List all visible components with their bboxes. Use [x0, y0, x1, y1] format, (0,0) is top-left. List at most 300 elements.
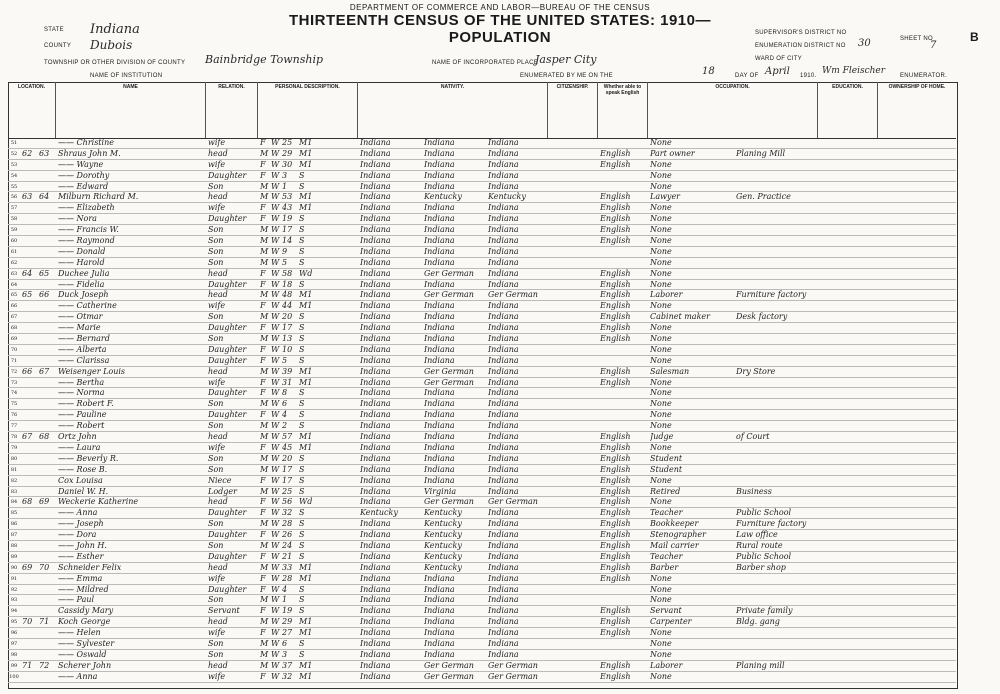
cell-race: W	[271, 421, 280, 431]
cell-dwelling	[22, 388, 38, 398]
cell-lang: English	[600, 312, 631, 322]
cell-age: 3	[282, 170, 288, 180]
cell-marital: S	[299, 181, 305, 191]
cell-mother: Indiana	[488, 638, 519, 648]
cell-race: W	[271, 497, 280, 507]
cell-occ: None	[650, 497, 672, 507]
cell-birth: Indiana	[360, 638, 391, 648]
cell-father: Indiana	[424, 617, 455, 627]
cell-relation: head	[208, 562, 228, 572]
cell-lang	[600, 421, 648, 431]
cell-ind	[736, 672, 818, 682]
cell-birth: Indiana	[360, 617, 391, 627]
cell-race: W	[271, 301, 280, 311]
cell-relation: head	[208, 268, 228, 278]
cell-family	[39, 236, 55, 246]
table-row	[8, 552, 956, 563]
cell-mother: Indiana	[488, 399, 519, 409]
cell-mother: Indiana	[488, 366, 519, 376]
cell-mother: Indiana	[488, 606, 519, 616]
cell-lang: English	[600, 617, 631, 627]
ward-label: WARD OF CITY	[755, 56, 803, 62]
cell-marital: S	[299, 421, 305, 431]
cell-race: W	[271, 562, 280, 572]
cell-line: 98	[10, 651, 18, 658]
cell-ind	[736, 574, 818, 584]
cell-family: 71	[39, 617, 50, 627]
cell-birth: Indiana	[360, 366, 391, 376]
cell-dwelling: 63	[22, 192, 33, 202]
cell-age: 13	[282, 334, 293, 344]
cell-race: W	[271, 410, 280, 420]
cell-marital: S	[299, 170, 305, 180]
cell-dwelling	[22, 214, 38, 224]
cell-name: —— Paul	[58, 595, 95, 605]
cell-sex: M	[260, 432, 269, 442]
cell-race: W	[271, 268, 280, 278]
cell-occ: None	[650, 268, 672, 278]
cell-family	[39, 280, 55, 290]
cell-marital: S	[299, 464, 305, 474]
day-of-label: DAY OF	[735, 73, 759, 79]
cell-lang: English	[600, 660, 631, 670]
cell-dwelling	[22, 650, 38, 660]
table-row	[8, 269, 956, 280]
cell-line: 84	[10, 499, 18, 506]
cell-ind: Gen. Practice	[736, 192, 791, 202]
cell-occ: None	[650, 138, 672, 147]
cell-relation: Daughter	[208, 355, 247, 365]
cell-name: Milburn Richard M.	[58, 192, 139, 202]
cell-family	[39, 541, 55, 551]
cell-age: 39	[282, 366, 293, 376]
cell-name: —— Laura	[58, 442, 101, 452]
cell-sex: F	[260, 268, 266, 278]
cell-race: W	[271, 159, 280, 169]
table-row	[8, 225, 956, 236]
cell-marital: M1	[299, 432, 313, 442]
cell-father: Indiana	[424, 312, 455, 322]
cell-name: —— Clarissa	[58, 355, 110, 365]
cell-age: 19	[282, 214, 293, 224]
cell-line: 59	[10, 227, 18, 234]
cell-mother: Indiana	[488, 508, 519, 518]
cell-marital: M1	[299, 203, 313, 213]
cell-family	[39, 410, 55, 420]
cell-relation: Niece	[208, 475, 232, 485]
cell-relation: head	[208, 497, 228, 507]
cell-lang	[600, 258, 648, 268]
cell-line: 81	[10, 466, 18, 473]
cell-occ: Stenographer	[650, 530, 706, 540]
cell-relation: head	[208, 290, 228, 300]
cell-occ: None	[650, 344, 672, 354]
cell-occ: None	[650, 442, 672, 452]
cell-occ: Laborer	[650, 290, 683, 300]
cell-race: W	[271, 257, 280, 267]
cell-occ: None	[650, 181, 672, 191]
cell-marital: M1	[299, 628, 313, 638]
cell-birth: Indiana	[360, 432, 391, 442]
state-label: STATE	[44, 27, 64, 33]
cell-name: —— Robert	[58, 421, 105, 431]
cell-marital: S	[299, 236, 305, 246]
table-row	[8, 149, 956, 160]
cell-sex: F	[260, 671, 266, 681]
cell-dwelling	[22, 454, 38, 464]
cell-father: Indiana	[424, 410, 455, 420]
cell-father: Indiana	[424, 323, 455, 333]
cell-sex: F	[260, 214, 266, 224]
cell-dwelling: 67	[22, 432, 33, 442]
cell-line: 86	[10, 521, 18, 528]
cell-family	[39, 356, 55, 366]
cell-occ: None	[650, 170, 672, 180]
cell-sex: F	[260, 159, 266, 169]
cell-marital: S	[299, 508, 305, 518]
cell-name: —— Marie	[58, 323, 101, 333]
cell-birth: Indiana	[360, 410, 391, 420]
cell-mother: Indiana	[488, 475, 519, 485]
cell-family	[39, 182, 55, 192]
cell-name: Koch George	[58, 617, 111, 627]
cell-lang: English	[600, 203, 631, 213]
cell-line: 77	[10, 423, 18, 430]
cell-dwelling: 70	[22, 617, 33, 627]
cell-race: W	[271, 453, 280, 463]
cell-occ: None	[650, 323, 672, 333]
cell-ind	[736, 258, 818, 268]
cell-line: 79	[10, 444, 18, 451]
cell-race: W	[271, 442, 280, 452]
cell-sex: F	[260, 279, 266, 289]
cell-lang: English	[600, 148, 631, 158]
cell-mother: Indiana	[488, 486, 519, 496]
cell-age: 25	[282, 138, 293, 147]
cell-birth: Indiana	[360, 355, 391, 365]
cell-lang	[600, 585, 648, 595]
cell-name: —— Norma	[58, 388, 105, 398]
table-row	[8, 574, 956, 585]
cell-birth: Indiana	[360, 323, 391, 333]
cell-birth: Indiana	[360, 344, 391, 354]
cell-dwelling: 64	[22, 268, 33, 278]
sheet-label: SHEET NO	[900, 36, 933, 42]
cell-race: W	[271, 475, 280, 485]
cell-race: W	[271, 530, 280, 540]
cell-sex: M	[260, 595, 269, 605]
cell-dwelling	[22, 541, 38, 551]
cell-marital: M1	[299, 660, 313, 670]
cell-father: Kentucky	[424, 508, 462, 518]
cell-age: 33	[282, 562, 293, 572]
cell-mother: Indiana	[488, 617, 519, 627]
cell-lang	[600, 345, 648, 355]
cell-mother: Indiana	[488, 530, 519, 540]
cell-mother: Indiana	[488, 562, 519, 572]
table-row	[8, 410, 956, 421]
cell-mother: Ger German	[488, 290, 538, 300]
cell-relation: head	[208, 617, 228, 627]
state-value: Indiana	[90, 22, 140, 37]
cell-sex: M	[260, 486, 269, 496]
cell-birth: Indiana	[360, 606, 391, 616]
day-value: 18	[702, 66, 715, 77]
cell-dwelling: 62	[22, 148, 33, 158]
cell-ind	[736, 628, 818, 638]
cell-line: 54	[10, 172, 18, 179]
cell-sex: F	[260, 442, 266, 452]
cell-birth: Indiana	[360, 257, 391, 267]
cell-occ: None	[650, 225, 672, 235]
cell-family	[39, 203, 55, 213]
cell-race: W	[271, 312, 280, 322]
cell-marital: M1	[299, 138, 313, 147]
cell-family	[39, 301, 55, 311]
cell-relation: Daughter	[208, 410, 247, 420]
cell-age: 32	[282, 508, 293, 518]
cell-relation: head	[208, 366, 228, 376]
cell-lang: English	[600, 464, 631, 474]
cell-line: 70	[10, 346, 18, 353]
cell-mother: Indiana	[488, 181, 519, 191]
cell-ind	[736, 399, 818, 409]
cell-mother: Indiana	[488, 421, 519, 431]
cell-race: W	[271, 617, 280, 627]
cell-family	[39, 595, 55, 605]
enum-district-label: ENUMERATION DISTRICT NO	[755, 43, 846, 49]
cell-marital: S	[299, 388, 305, 398]
cell-line: 73	[10, 379, 18, 386]
cell-family	[39, 214, 55, 224]
cell-age: 4	[282, 584, 288, 594]
cell-relation: head	[208, 660, 228, 670]
cell-occ: None	[650, 595, 672, 605]
cell-marital: M1	[299, 192, 313, 202]
cell-name: —— Raymond	[58, 236, 115, 246]
cell-marital: M1	[299, 671, 313, 681]
table-row	[8, 258, 956, 269]
cell-mother: Indiana	[488, 355, 519, 365]
cell-marital: M1	[299, 617, 313, 627]
cell-lang: English	[600, 671, 631, 681]
col-nativity: NATIVITY.	[358, 82, 548, 138]
cell-ind	[736, 323, 818, 333]
cell-birth: Indiana	[360, 388, 391, 398]
cell-relation: Son	[208, 181, 224, 191]
cell-age: 28	[282, 519, 293, 529]
cell-ind	[736, 497, 818, 507]
cell-lang	[600, 247, 648, 257]
cell-dwelling	[22, 258, 38, 268]
cell-dwelling	[22, 301, 38, 311]
cell-marital: S	[299, 519, 305, 529]
cell-ind: Barber shop	[736, 562, 786, 572]
cell-name: —— Rose B.	[58, 464, 108, 474]
cell-name: —— John H.	[58, 540, 107, 550]
cell-race: W	[271, 388, 280, 398]
cell-name: —— Nora	[58, 214, 97, 224]
cell-race: W	[271, 148, 280, 158]
cell-occ: None	[650, 159, 672, 169]
table-row	[8, 334, 956, 345]
cell-age: 48	[282, 290, 293, 300]
cell-sex: F	[260, 138, 266, 147]
cell-race: W	[271, 584, 280, 594]
table-row	[8, 301, 956, 312]
cell-relation: Daughter	[208, 279, 247, 289]
cell-ind: Public School	[736, 551, 792, 561]
cell-father: Indiana	[424, 421, 455, 431]
cell-name: —— Bernard	[58, 334, 110, 344]
cell-ind: Dry Store	[736, 366, 776, 376]
cell-line: 69	[10, 336, 18, 343]
cell-family	[39, 585, 55, 595]
cell-dwelling	[22, 552, 38, 562]
cell-family	[39, 606, 55, 616]
cell-lang: English	[600, 301, 631, 311]
cell-sex: F	[260, 584, 266, 594]
cell-mother: Indiana	[488, 540, 519, 550]
cell-race: W	[271, 628, 280, 638]
cell-relation: Son	[208, 312, 224, 322]
cell-relation: wife	[208, 159, 226, 169]
cell-relation: Daughter	[208, 584, 247, 594]
cell-name: —— Fidelia	[58, 279, 105, 289]
cell-mother: Indiana	[488, 628, 519, 638]
cell-relation: Daughter	[208, 530, 247, 540]
cell-mother: Indiana	[488, 312, 519, 322]
cell-father: Indiana	[424, 246, 455, 256]
cell-ind: Furniture factory	[736, 290, 807, 300]
cell-line: 58	[10, 216, 18, 223]
cell-sex: F	[260, 388, 266, 398]
cell-ind: Desk factory	[736, 312, 788, 322]
cell-birth: Indiana	[360, 334, 391, 344]
cell-ind	[736, 378, 818, 388]
cell-ind	[736, 171, 818, 181]
cell-ind	[736, 236, 818, 246]
cell-father: Indiana	[424, 453, 455, 463]
cell-lang: English	[600, 432, 631, 442]
cell-line: 97	[10, 640, 18, 647]
cell-mother: Indiana	[488, 432, 519, 442]
cell-occ: None	[650, 377, 672, 387]
cell-name: —— Dorothy	[58, 170, 110, 180]
cell-dwelling	[22, 465, 38, 475]
cell-name: Ortz John	[58, 432, 97, 442]
cell-marital: Wd	[299, 497, 313, 507]
cell-race: W	[271, 573, 280, 583]
cell-mother: Indiana	[488, 519, 519, 529]
cell-lang	[600, 138, 648, 148]
cell-birth: Indiana	[360, 442, 391, 452]
cell-dwelling	[22, 356, 38, 366]
cell-father: Indiana	[424, 595, 455, 605]
cell-family	[39, 160, 55, 170]
cell-lang	[600, 595, 648, 605]
cell-mother: Indiana	[488, 138, 519, 147]
cell-line: 83	[10, 488, 18, 495]
cell-mother: Indiana	[488, 148, 519, 158]
cell-lang	[600, 356, 648, 366]
cell-dwelling: 69	[22, 562, 33, 572]
cell-relation: wife	[208, 203, 226, 213]
table-row	[8, 356, 956, 367]
table-row	[8, 519, 956, 530]
enum-district-value: 30	[858, 38, 871, 49]
table-row	[8, 388, 956, 399]
cell-ind	[736, 443, 818, 453]
cell-marital: S	[299, 312, 305, 322]
cell-age: 58	[282, 268, 293, 278]
table-row	[8, 585, 956, 596]
cell-race: W	[271, 181, 280, 191]
cell-lang: English	[600, 508, 631, 518]
cell-line: 64	[10, 281, 18, 288]
cell-line: 76	[10, 412, 18, 419]
cell-occ: None	[650, 334, 672, 344]
cell-marital: M1	[299, 366, 313, 376]
table-row	[8, 617, 956, 628]
cell-dwelling	[22, 672, 38, 682]
cell-family	[39, 345, 55, 355]
cell-sex: M	[260, 246, 269, 256]
cell-name: —— Elizabeth	[58, 203, 115, 213]
cell-lang: English	[600, 377, 631, 387]
cell-father: Indiana	[424, 138, 455, 147]
cell-dwelling	[22, 585, 38, 595]
table-row	[8, 192, 956, 203]
cell-line: 66	[10, 303, 18, 310]
cell-mother: Indiana	[488, 159, 519, 169]
cell-ind	[736, 214, 818, 224]
cell-age: 32	[282, 671, 293, 681]
cell-birth: Indiana	[360, 312, 391, 322]
table-row	[8, 454, 956, 465]
cell-family	[39, 258, 55, 268]
table-row	[8, 628, 956, 639]
cell-lang: English	[600, 214, 631, 224]
cell-relation: Son	[208, 638, 224, 648]
cell-lang: English	[600, 628, 631, 638]
cell-race: W	[271, 192, 280, 202]
cell-name: —— Sylvester	[58, 638, 115, 648]
cell-mother: Indiana	[488, 203, 519, 213]
cell-mother: Indiana	[488, 410, 519, 420]
table-row	[8, 138, 956, 149]
cell-name: —— Beverly R.	[58, 453, 119, 463]
cell-lang: English	[600, 366, 631, 376]
column-headers	[8, 82, 956, 139]
table-row	[8, 203, 956, 214]
cell-name: —— Harold	[58, 257, 105, 267]
cell-name: —— Donald	[58, 246, 106, 256]
cell-father: Ger German	[424, 366, 474, 376]
col-occupation: OCCUPATION.	[648, 82, 818, 138]
cell-lang: English	[600, 540, 631, 550]
col-relation: RELATION.	[206, 82, 258, 138]
table-row	[8, 236, 956, 247]
col-location: LOCATION.	[8, 82, 56, 138]
cell-line: 91	[10, 575, 18, 582]
cell-race: W	[271, 334, 280, 344]
county-label: COUNTY	[44, 43, 72, 49]
cell-race: W	[271, 355, 280, 365]
cell-occ: None	[650, 388, 672, 398]
cell-family	[39, 443, 55, 453]
cell-marital: S	[299, 246, 305, 256]
